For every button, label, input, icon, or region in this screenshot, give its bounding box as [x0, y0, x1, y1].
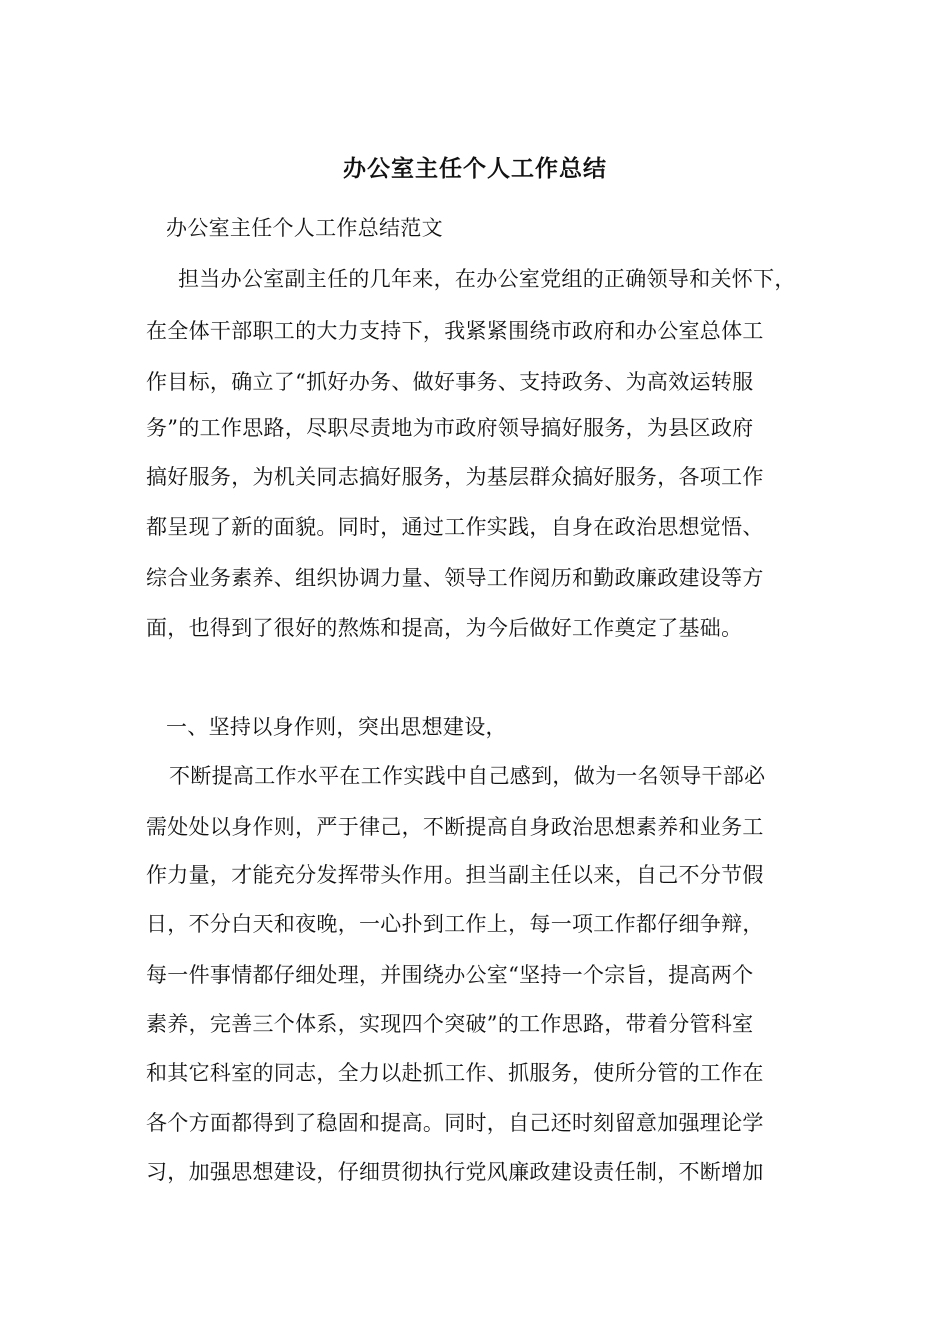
paragraph-1-line-5: 搞好服务，为机关同志搞好服务，为基层群众搞好服务，各项工作	[146, 465, 764, 489]
paragraph-1-line-1: 担当办公室副主任的几年来，在办公室党组的正确领导和关怀下，	[178, 267, 796, 291]
paragraph-2-line-7: 和其它科室的同志，全力以赴抓工作、抓服务，使所分管的工作在	[146, 1061, 764, 1085]
paragraph-1-line-4: 务”的工作思路，尽职尽责地为市政府领导搞好服务，为县区政府	[146, 416, 754, 440]
document-subtitle: 办公室主任个人工作总结范文	[166, 216, 443, 240]
paragraph-1-line-7: 综合业务素养、组织协调力量、领导工作阅历和勤政廉政建设等方	[146, 566, 764, 590]
paragraph-1-line-8: 面，也得到了很好的熬炼和提高，为今后做好工作奠定了基础。	[146, 616, 743, 640]
paragraph-2-line-5: 每一件事情都仔细处理，并围绕办公室“坚持一个宗旨，提高两个	[146, 963, 754, 987]
paragraph-2-line-8: 各个方面都得到了稳固和提高。同时，自己还时刻留意加强理论学	[146, 1111, 764, 1135]
paragraph-2-line-1: 不断提高工作水平在工作实践中自己感到，做为一名领导干部必	[169, 764, 766, 788]
paragraph-1-line-2: 在全体干部职工的大力支持下，我紧紧围绕市政府和办公室总体工	[146, 319, 764, 343]
page-title: 办公室主任个人工作总结	[343, 155, 607, 182]
section-1-heading: 一、坚持以身作则，突出思想建设，	[166, 715, 507, 739]
paragraph-2-line-9: 习，加强思想建设，仔细贯彻执行党风廉政建设责任制，不断增加	[146, 1160, 764, 1184]
paragraph-2-line-6: 素养，完善三个体系，实现四个突破”的工作思路，带着分管科室	[146, 1012, 754, 1036]
paragraph-2-line-3: 作力量，才能充分发挥带头作用。担当副主任以来，自己不分节假	[146, 863, 764, 887]
paragraph-2-line-4: 日，不分白天和夜晚，一心扑到工作上，每一项工作都仔细争辩，	[146, 912, 764, 936]
paragraph-2-line-2: 需处处以身作则，严于律己，不断提高自身政治思想素养和业务工	[146, 815, 764, 839]
paragraph-1-line-6: 都呈现了新的面貌。同时，通过工作实践，自身在政治思想觉悟、	[146, 515, 764, 539]
paragraph-1-line-3: 作目标，确立了“抓好办务、做好事务、支持政务、为高效运转服	[146, 370, 754, 394]
